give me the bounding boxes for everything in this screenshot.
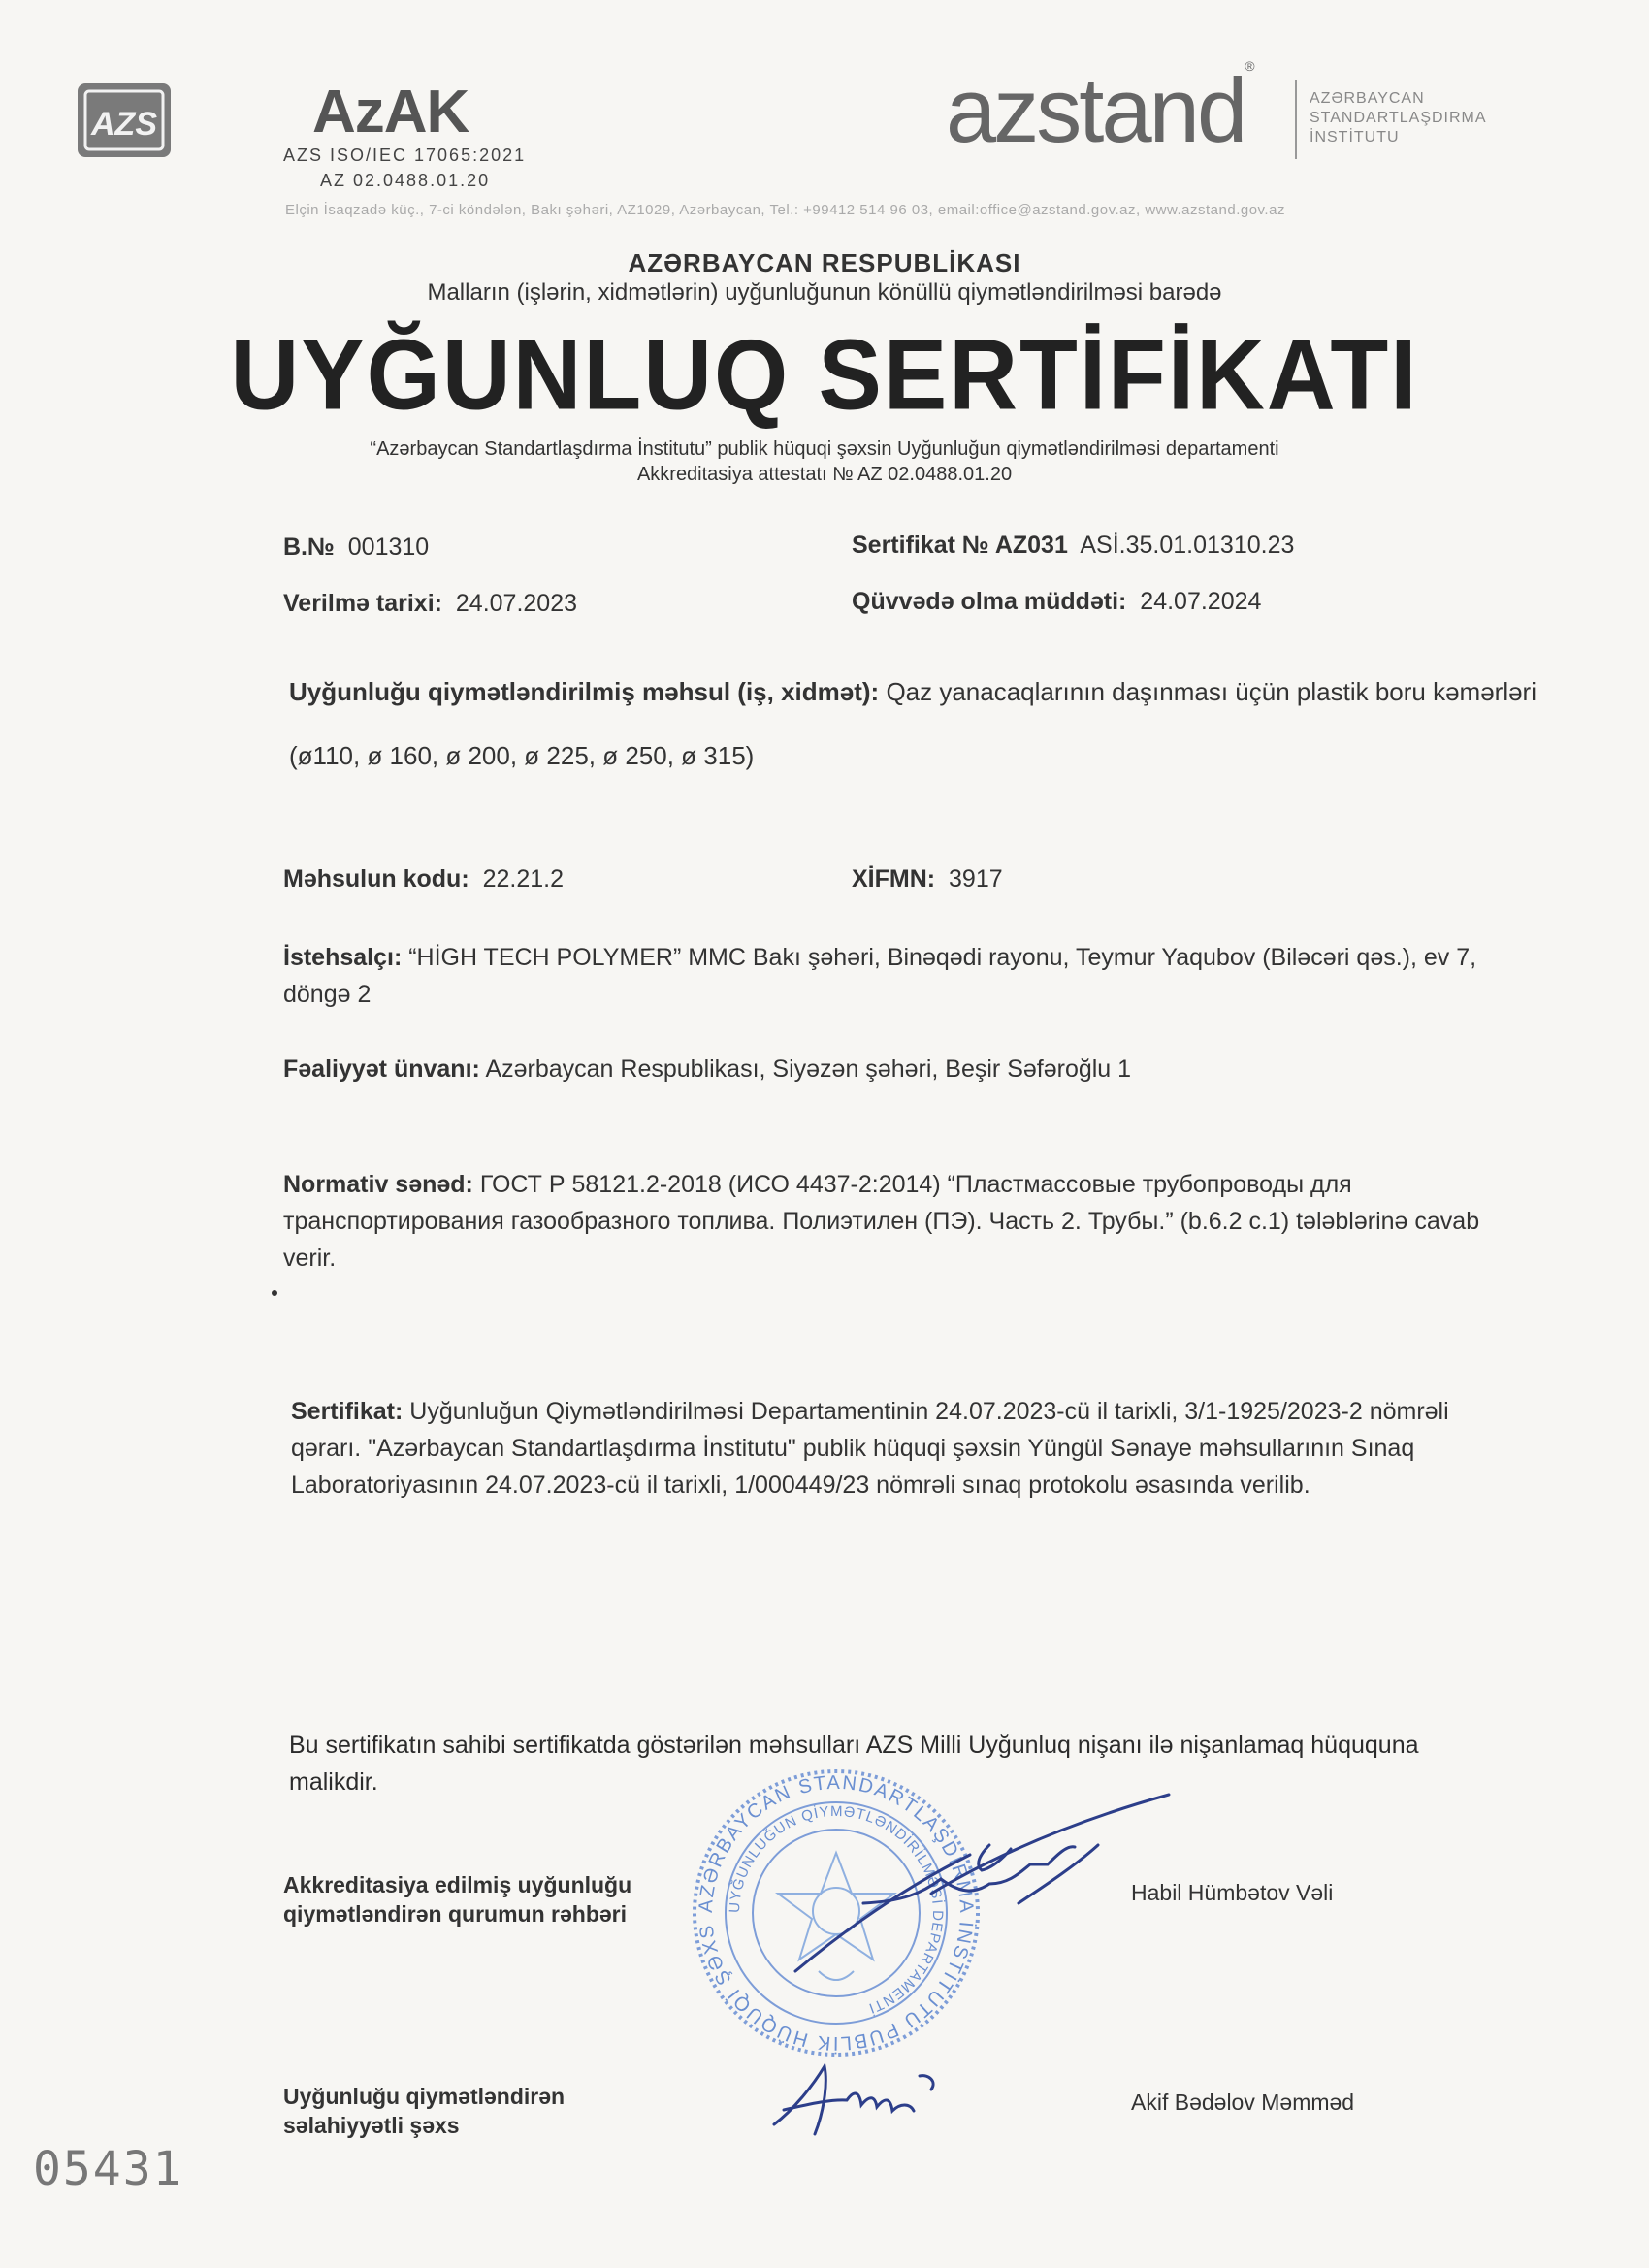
svg-text:AZƏRBAYCAN STANDARTLAŞDIRMA İN: AZƏRBAYCAN STANDARTLAŞDIRMA İNSTİTUTU PUBLİK HÜQUQİ ŞƏXS: [695, 1771, 978, 2055]
product-row: [289, 660, 1550, 788]
svg-text:AZS: AZS: [91, 106, 157, 143]
republic-heading: AZƏRBAYCAN RESPUBLİKASI: [628, 248, 1021, 277]
certificate-basis-label: Sertifikat:: [291, 1398, 404, 1425]
svg-text:UYĞUNLUĞUN QİYMƏTLƏNDİRİLMƏSİ: UYĞUNLUĞUN QİYMƏTLƏNDİRİLMƏSİ DEPARTAMENTİ: [726, 1802, 947, 2017]
head-role-line-2: qiymətləndirən qurumun rəhbəri: [283, 1901, 627, 1927]
blank-number-row: [283, 534, 429, 562]
product-label: Uyğunluğu qiymətləndirilmiş məhsul (iş, xidmət):: [289, 677, 880, 706]
expert-name: Akif Bədəlov Məmməd: [1131, 2090, 1355, 2115]
institute-line-3: İNSTİTUTU: [1310, 129, 1400, 146]
certificate-subtitle: Malların (işlərin, xidmətlərin) uyğunluğunun könüllü qiymətləndirilməsi barədə: [427, 279, 1222, 306]
certificate-basis-row: [291, 1393, 1523, 1504]
producer-label: İstehsalçı:: [283, 944, 403, 971]
holder-rights-text: Bu sertifikatın sahibi sertifikatda göstərilən məhsulları AZS Milli Uyğunluq nişanı ilə nişanlamaq hüququna malikdir.: [289, 1732, 1419, 1796]
product-value: Qaz yanacaqlarının daşınması üçün plastik boru kəmərləri (ø110, ø 160, ø 200, ø 225, ø 250, ø 315): [289, 677, 1536, 770]
issue-date-row: [283, 590, 577, 618]
activity-address-value: Azərbaycan Respublikası, Siyəzən şəhəri, Beşir Səfəroğlu 1: [485, 1055, 1132, 1083]
page-title: UYĞUNLUQ SERTİFİKATI: [230, 318, 1419, 431]
head-name: Habil Hümbətov Vəli: [1131, 1880, 1334, 1905]
xifmn-row: [852, 865, 1003, 893]
issuer-line: “Azərbaycan Standartlaşdırma İnstitutu” publik hüquqi şəxsin Uyğunluğun qiymətləndirilməsi departamenti: [370, 438, 1279, 460]
azak-brand-logo: AzAK: [312, 79, 469, 146]
institute-address: Elçin İsaqzadə küç., 7-ci köndələn, Bakı şəhəri, AZ1029, Azərbaycan, Tel.: +99412 514 96 03, email:office@azstand.gov.az, www.azstand.gov.az: [285, 202, 1285, 218]
activity-address-label: Fəaliyyət ünvanı:: [283, 1055, 480, 1083]
head-signature-icon: [766, 1787, 1193, 1981]
expert-signature-icon: [764, 2057, 968, 2144]
azak-iso-standard: AZS ISO/IEC 17065:2021: [283, 146, 527, 165]
institute-line-1: AZƏRBAYCAN: [1310, 90, 1425, 107]
issue-date-value: 24.07.2023: [455, 590, 578, 617]
head-role-line-1: Akkreditasiya edilmiş uyğunluğu: [283, 1872, 632, 1897]
xifmn-label: XİFMN:: [852, 865, 936, 892]
serial-number: 05431: [33, 2142, 183, 2196]
validity-label: Qüvvədə olma müddəti:: [852, 588, 1127, 615]
header-divider: [1295, 80, 1297, 159]
validity-row: [852, 588, 1261, 616]
expert-role-line-1: Uyğunluğu qiymətləndirən: [283, 2084, 566, 2109]
normative-document-value: ГОСТ Р 58121.2-2018 (ИСО 4437-2:2014) “Пластмассовые трубопроводы для транспортирования газообразного топлива. Полиэтилен (ПЭ). Часть 2. Трубы.” (b.6.2 c.1) tələblərinə cavab verir.: [283, 1171, 1480, 1272]
producer-row: [283, 939, 1496, 1013]
product-code-label: Məhsulun kodu:: [283, 865, 469, 892]
normative-document-label: Normativ sənəd:: [283, 1171, 473, 1198]
certificate-number-row: [852, 532, 1294, 560]
head-role-label: [283, 1870, 631, 1928]
institute-name: [1310, 89, 1487, 147]
product-code-row: [283, 865, 564, 893]
blank-number-value: 001310: [347, 534, 430, 561]
expert-role-line-2: səlahiyyətli şəxs: [283, 2113, 460, 2138]
expert-role-label: [283, 2082, 565, 2140]
certificate-number-value: ASİ.35.01.01310.23: [1080, 532, 1295, 559]
xifmn-value: 3917: [949, 865, 1003, 892]
certificate-number-label: Sertifikat № AZ031: [852, 532, 1068, 559]
accreditation-line: Akkreditasiya attestatı № AZ 02.0488.01.20: [636, 464, 1013, 485]
product-code-value: 22.21.2: [482, 865, 564, 892]
blank-number-label: B.№: [283, 534, 335, 561]
certificate-basis-value: Uyğunluğun Qiymətləndirilməsi Departamentinin 24.07.2023-cü il tarixli, 3/1-1925/2023-2 nömrəli qərarı. "Azərbaycan Standartlaşdırma İnstitutu" publik hüquqi şəxsin Yüngül Sənaye məhsullarının Sınaq Laboratoriyasının 24.07.2023-cü il tarixli, 1/000449/23 nömrəli sınaq protokolu əsasında verilib.: [291, 1398, 1449, 1499]
azstand-brand-logo: azstand®: [946, 58, 1252, 161]
azs-logo-icon: [76, 81, 173, 159]
normative-document-row: [283, 1166, 1525, 1277]
producer-value: “HİGH TECH POLYMER” MMC Bakı şəhəri, Binəqədi rayonu, Teymur Yaqubov (Biləcəri qəs.), ev 7, döngə 2: [283, 944, 1477, 1008]
validity-value: 24.07.2024: [1140, 588, 1262, 615]
azak-accreditation-code: AZ 02.0488.01.20: [320, 171, 491, 190]
issue-date-label: Verilmə tarixi:: [283, 590, 442, 617]
stray-mark: [272, 1290, 277, 1296]
institute-line-2: STANDARTLAŞDIRMA: [1310, 110, 1487, 126]
activity-address-row: [283, 1055, 1131, 1084]
